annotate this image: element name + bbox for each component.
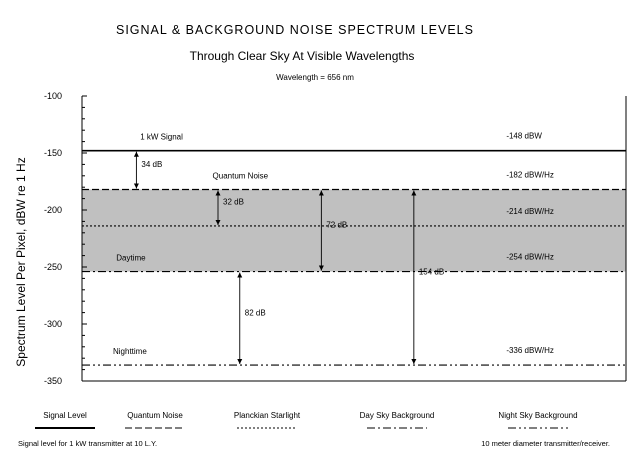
footer-right-note: 10 meter diameter transmitter/receiver. xyxy=(481,439,610,448)
arrow-head-down xyxy=(237,359,242,364)
dimension-label: 34 dB xyxy=(141,160,163,170)
legend-label: Day Sky Background xyxy=(359,411,435,420)
legend xyxy=(35,411,578,428)
level-value-label: -214 dBW/Hz xyxy=(506,206,554,216)
legend-label: Quantum Noise xyxy=(127,411,183,420)
level-name-label: Quantum Noise xyxy=(212,171,269,181)
y-tick-label: -200 xyxy=(43,205,62,215)
arrow-head-up xyxy=(237,273,242,278)
dimension-label: 154 dB xyxy=(418,267,445,277)
plot-area xyxy=(44,91,626,386)
dimension-label: 32 dB xyxy=(223,197,244,207)
y-axis-label: Spectrum Level Per Pixel, dBW re 1 Hz xyxy=(14,157,28,367)
footer-left-note: Signal level for 1 kW transmitter at 10 L.Y. xyxy=(18,439,158,448)
legend-label: Signal Level xyxy=(43,411,87,420)
y-tick-label: -350 xyxy=(43,376,62,386)
arrow-head-down xyxy=(411,359,416,364)
chart-subtitle: Through Clear Sky At Visible Wavelengths xyxy=(189,49,415,63)
arrow-head-down xyxy=(134,183,139,188)
y-tick-label: -100 xyxy=(43,91,62,101)
y-tick-label: -250 xyxy=(43,262,62,272)
level-name-label: 1 kW Signal xyxy=(140,132,183,142)
level-value-label: -336 dBW/Hz xyxy=(506,346,554,356)
dimension-label: 82 dB xyxy=(244,308,266,318)
legend-label: Night Sky Background xyxy=(498,411,578,420)
chart-title: SIGNAL & BACKGROUND NOISE SPECTRUM LEVELS xyxy=(116,23,474,37)
y-tick-label: -150 xyxy=(43,148,62,158)
level-name-label: Daytime xyxy=(116,253,146,263)
level-value-label: -148 dBW xyxy=(506,131,542,141)
arrow-head-up xyxy=(134,152,139,157)
level-value-label: -254 dBW/Hz xyxy=(506,252,554,262)
chart-wavelength: Wavelength = 656 nm xyxy=(276,73,354,82)
legend-label: Planckian Starlight xyxy=(233,411,301,420)
dimension-label: 72 dB xyxy=(326,220,348,230)
level-value-label: -182 dBW/Hz xyxy=(506,170,554,180)
y-tick-label: -300 xyxy=(43,319,62,329)
level-name-label: Nighttime xyxy=(113,347,147,357)
